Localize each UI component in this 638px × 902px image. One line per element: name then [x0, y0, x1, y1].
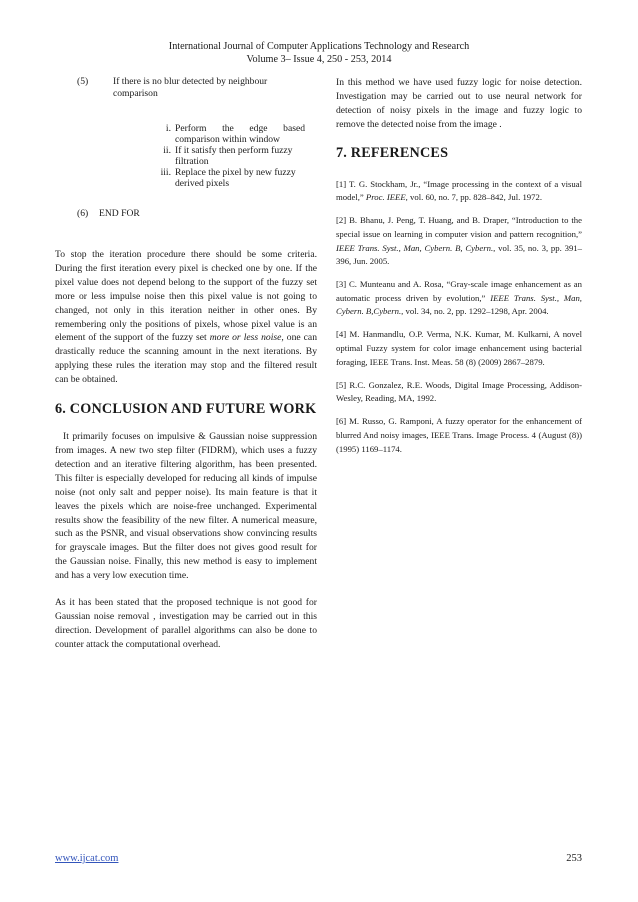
sub-step-iii: [160, 167, 305, 189]
reference-text: , vol. 35, no. 3, pp. 391–396, Jun. 2005.: [336, 242, 582, 267]
reference-item-5: [5] R.C. Gonzalez, R.E. Woods, Digital Image Processing, Addison-Wesley, Reading, MA, 1992.: [336, 379, 582, 404]
journal-title: International Journal of Computer Applications Technology and Research: [168, 41, 470, 52]
reference-text: [2] B. Bhanu, J. Peng, T. Huang, and B. Draper, “Introduction to the special issue on learning in computer vision and pattern recognition,”: [336, 215, 582, 239]
reference-item-3: [336, 278, 582, 319]
step-number: (5): [77, 76, 89, 87]
conclusion-paragraph: It primarily focuses on impulsive & Gaussian noise suppression from images. A new two step filter (FIDRM), which uses a fuzzy detection and an iterative filtering algorithm, has been presented. This filter is especially developed for reducing all kinds of impulse noise (not only salt and pepper noise). Its main feature is that it leaves the pixels which are noise-free unchanged. Experimental results show the feasibility of the new filter. A numerical measure, such as the PSNR, and visual observations show convincing results for grayscale images. But the filter does not gives good result for the Gaussian noise. Finally, this new method is easy to implement and has a very low execution time.: [55, 431, 317, 582]
reference-venue: IEEE Trans. Syst., Man, Cybern. B, Cybern.: [336, 242, 494, 253]
step-number: (6): [77, 208, 89, 219]
sub-step-text: Perform the edge based comparison within window: [175, 123, 305, 145]
sub-step-number: iii.: [160, 167, 171, 178]
reference-venue: IEEE Trans. Syst., Man, Cybern. B,Cybern.: [336, 292, 582, 317]
step-text: If there is no blur detected by neighbour comparison: [113, 76, 268, 99]
algorithm-step-5: [55, 76, 317, 116]
sub-step-i: [165, 123, 305, 145]
right-column: [336, 76, 582, 466]
reference-text: , vol. 60, no. 7, pp. 828–842, Jul. 1972.: [405, 192, 543, 203]
reference-item-1: [336, 178, 582, 205]
left-column: [55, 76, 317, 665]
future-work-paragraph: As it has been stated that the proposed technique is not good for Gaussian noise removal , investigation may be carried out in this direction. Development of parallel algorithms can also be done to counter attack the computational overhead.: [55, 597, 317, 650]
section-6-heading: 6. CONCLUSION AND FUTURE WORK: [55, 401, 317, 418]
journal-volume: Volume 3– Issue 4, 250 - 253, 2014: [246, 54, 392, 65]
reference-text: [3] C. Munteanu and A. Rosa, “Gray-scale image enhancement as an automatic process driven by evolution,”: [336, 279, 582, 303]
sub-step-text: Replace the pixel by new fuzzy derived pixels: [175, 167, 296, 189]
paragraph-text: , one can drastically reduce the scanning amount in the next iterations. By applying these rules the iteration may stop and the filtered result can be obtained.: [55, 332, 317, 386]
reference-item-6: [6] M. Russo, G. Ramponi, A fuzzy operator for the enhancement of blurred And noisy images, IEEE Trans. Image Process. 4 (August (8)) (1995) 1169–1174.: [336, 416, 582, 454]
sub-step-list: [55, 116, 317, 208]
reference-item-4: [4] M. Hanmandlu, O.P. Verma, N.K. Kumar, M. Kulkarni, A novel optimal Fuzzy system for color image enhancement using bacterial foraging, IEEE Trans. Inst. Meas. 58 (8) (2009) 2867–2879.: [336, 329, 582, 367]
reference-list: [336, 178, 582, 457]
sub-step-ii: [163, 145, 305, 167]
running-header: [0, 40, 638, 66]
future-work-continued-paragraph: In this method we have used fuzzy logic for noise detection. Investigation may be carried out to use neural network for detection of noisy pixels in the image and fuzzy logic to remove the detected noise from the image .: [336, 77, 582, 130]
sub-step-number: ii.: [163, 145, 171, 156]
reference-text: , vol. 34, no. 2, pp. 1292–1298, Apr. 2004.: [401, 306, 549, 317]
stopping-criteria-paragraph: [55, 248, 317, 387]
emphasis-text: more or less noise: [209, 332, 282, 344]
section-7-heading: 7. REFERENCES: [336, 144, 449, 161]
reference-venue: Proc. IEEE: [365, 192, 406, 203]
algorithm-step-6: [55, 208, 317, 248]
journal-website-link[interactable]: www.ijcat.com: [55, 853, 119, 864]
reference-item-2: [336, 214, 582, 268]
paragraph-text: To stop the iteration procedure there should be some criteria. During the first iteration every pixel is checked one by one. If the pixel value does not depend belong to the support of the fuzzy set more or less impulse noise then this pixel value is not going to changed, not only in this iteration neither in other ones. By remembering only the positions of pixels, whose pixel value is an element of the support of the fuzzy set: [55, 249, 317, 344]
page-number: 253: [566, 853, 582, 864]
reference-text: [1] T. G. Stockham, Jr., “Image processing in the context of a visual model,”: [336, 178, 582, 203]
sub-step-number: i.: [165, 123, 171, 134]
step-text: END FOR: [99, 208, 140, 219]
sub-step-text: If it satisfy then perform fuzzy filtration: [175, 145, 293, 167]
